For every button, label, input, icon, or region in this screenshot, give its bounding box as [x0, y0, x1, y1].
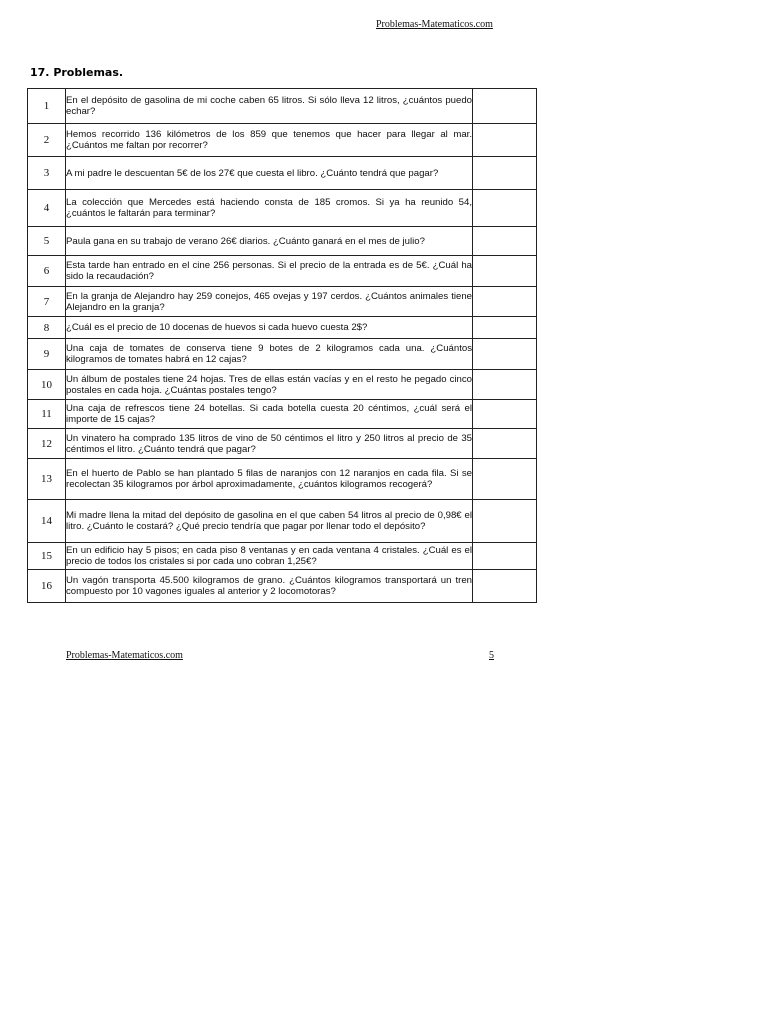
- section-title: 17. Problemas.: [30, 66, 124, 79]
- problems-table-body: [28, 89, 537, 603]
- problem-text: Un vagón transporta 45.500 kilogramos de grano. ¿Cuántos kilogramos transportará un tren compuesto por 10 vagones iguales al anterior y 2 locomotoras?: [66, 570, 473, 603]
- table-row: [28, 287, 537, 317]
- problem-number: 8: [28, 317, 66, 339]
- problem-text: Un álbum de postales tiene 24 hojas. Tres de ellas están vacías y en el resto he pegado cinco postales en cada hoja. ¿Cuántas postales tengo?: [66, 370, 473, 400]
- header-site-link[interactable]: Problemas-Matematicos.com: [376, 19, 493, 30]
- table-row: [28, 227, 537, 256]
- problem-text: A mi padre le descuentan 5€ de los 27€ que cuesta el libro. ¿Cuánto tendrá que pagar?: [66, 157, 473, 190]
- problem-text: ¿Cuál es el precio de 10 docenas de huevos si cada huevo cuesta 2$?: [66, 317, 473, 339]
- problem-number: 9: [28, 339, 66, 370]
- problem-text: Mi madre llena la mitad del depósito de gasolina en el que caben 54 litros al precio de 0,98€ el litro. ¿Cuánto le costará? ¿Qué precio tendría que pagar por llenar todo el depósito?: [66, 500, 473, 543]
- answer-cell[interactable]: [473, 500, 537, 543]
- problem-text: Hemos recorrido 136 kilómetros de los 859 que tenemos que hacer para llegar al mar. ¿Cuántos me faltan por recorrer?: [66, 124, 473, 157]
- problem-text: En el depósito de gasolina de mi coche caben 65 litros. Si sólo lleva 12 litros, ¿cuántos puedo echar?: [66, 89, 473, 124]
- problem-number: 6: [28, 256, 66, 287]
- table-row: [28, 339, 537, 370]
- table-row: [28, 256, 537, 287]
- answer-cell[interactable]: [473, 400, 537, 429]
- answer-cell[interactable]: [473, 317, 537, 339]
- problem-number: 7: [28, 287, 66, 317]
- answer-cell[interactable]: [473, 429, 537, 459]
- table-row: [28, 89, 537, 124]
- problem-text: Una caja de tomates de conserva tiene 9 botes de 2 kilogramos cada una. ¿Cuántos kilogramos de tomates habrá en 12 cajas?: [66, 339, 473, 370]
- problem-number: 4: [28, 190, 66, 227]
- problem-text: La colección que Mercedes está haciendo consta de 185 cromos. Si ya ha reunido 54, ¿cuántos le faltarán para terminar?: [66, 190, 473, 227]
- answer-cell[interactable]: [473, 89, 537, 124]
- answer-cell[interactable]: [473, 459, 537, 500]
- answer-cell[interactable]: [473, 339, 537, 370]
- problem-text: Esta tarde han entrado en el cine 256 personas. Si el precio de la entrada es de 5€. ¿Cuál ha sido la recaudación?: [66, 256, 473, 287]
- table-row: [28, 429, 537, 459]
- table-row: [28, 400, 537, 429]
- problem-text: En la granja de Alejandro hay 259 conejos, 465 ovejas y 197 cerdos. ¿Cuántos animales tiene Alejandro en la granja?: [66, 287, 473, 317]
- page-number: 5: [489, 650, 494, 661]
- footer-site-link[interactable]: Problemas-Matematicos.com: [66, 650, 183, 661]
- problem-number: 11: [28, 400, 66, 429]
- problem-text: En el huerto de Pablo se han plantado 5 filas de naranjos con 12 naranjos en cada fila. Si se recolectan 35 kilogramos por árbol aproximadamente, ¿cuántos kilogramos recogerá?: [66, 459, 473, 500]
- answer-cell[interactable]: [473, 190, 537, 227]
- problem-text: En un edificio hay 5 pisos; en cada piso 8 ventanas y en cada ventana 4 cristales. ¿Cuál es el precio de todos los cristales si por cada uno cobran 1,25€?: [66, 543, 473, 570]
- problem-number: 2: [28, 124, 66, 157]
- table-row: [28, 543, 537, 570]
- problem-number: 16: [28, 570, 66, 603]
- problem-number: 14: [28, 500, 66, 543]
- problem-number: 15: [28, 543, 66, 570]
- table-row: [28, 190, 537, 227]
- table-row: [28, 500, 537, 543]
- problem-text: Un vinatero ha comprado 135 litros de vino de 50 céntimos el litro y 250 litros al precio de 35 céntimos el litro. ¿Cuánto tendrá que pagar?: [66, 429, 473, 459]
- problem-number: 5: [28, 227, 66, 256]
- answer-cell[interactable]: [473, 570, 537, 603]
- problem-number: 3: [28, 157, 66, 190]
- answer-cell[interactable]: [473, 124, 537, 157]
- answer-cell[interactable]: [473, 256, 537, 287]
- answer-cell[interactable]: [473, 543, 537, 570]
- problem-number: 12: [28, 429, 66, 459]
- answer-cell[interactable]: [473, 157, 537, 190]
- problem-number: 13: [28, 459, 66, 500]
- answer-cell[interactable]: [473, 370, 537, 400]
- table-row: [28, 157, 537, 190]
- problem-number: 10: [28, 370, 66, 400]
- answer-cell[interactable]: [473, 227, 537, 256]
- problems-table: [27, 88, 537, 603]
- table-row: [28, 124, 537, 157]
- table-row: [28, 459, 537, 500]
- table-row: [28, 570, 537, 603]
- problem-number: 1: [28, 89, 66, 124]
- table-row: [28, 317, 537, 339]
- problem-text: Una caja de refrescos tiene 24 botellas. Si cada botella cuesta 20 céntimos, ¿cuál será el importe de 15 cajas?: [66, 400, 473, 429]
- table-row: [28, 370, 537, 400]
- problem-text: Paula gana en su trabajo de verano 26€ diarios. ¿Cuánto ganará en el mes de julio?: [66, 227, 473, 256]
- answer-cell[interactable]: [473, 287, 537, 317]
